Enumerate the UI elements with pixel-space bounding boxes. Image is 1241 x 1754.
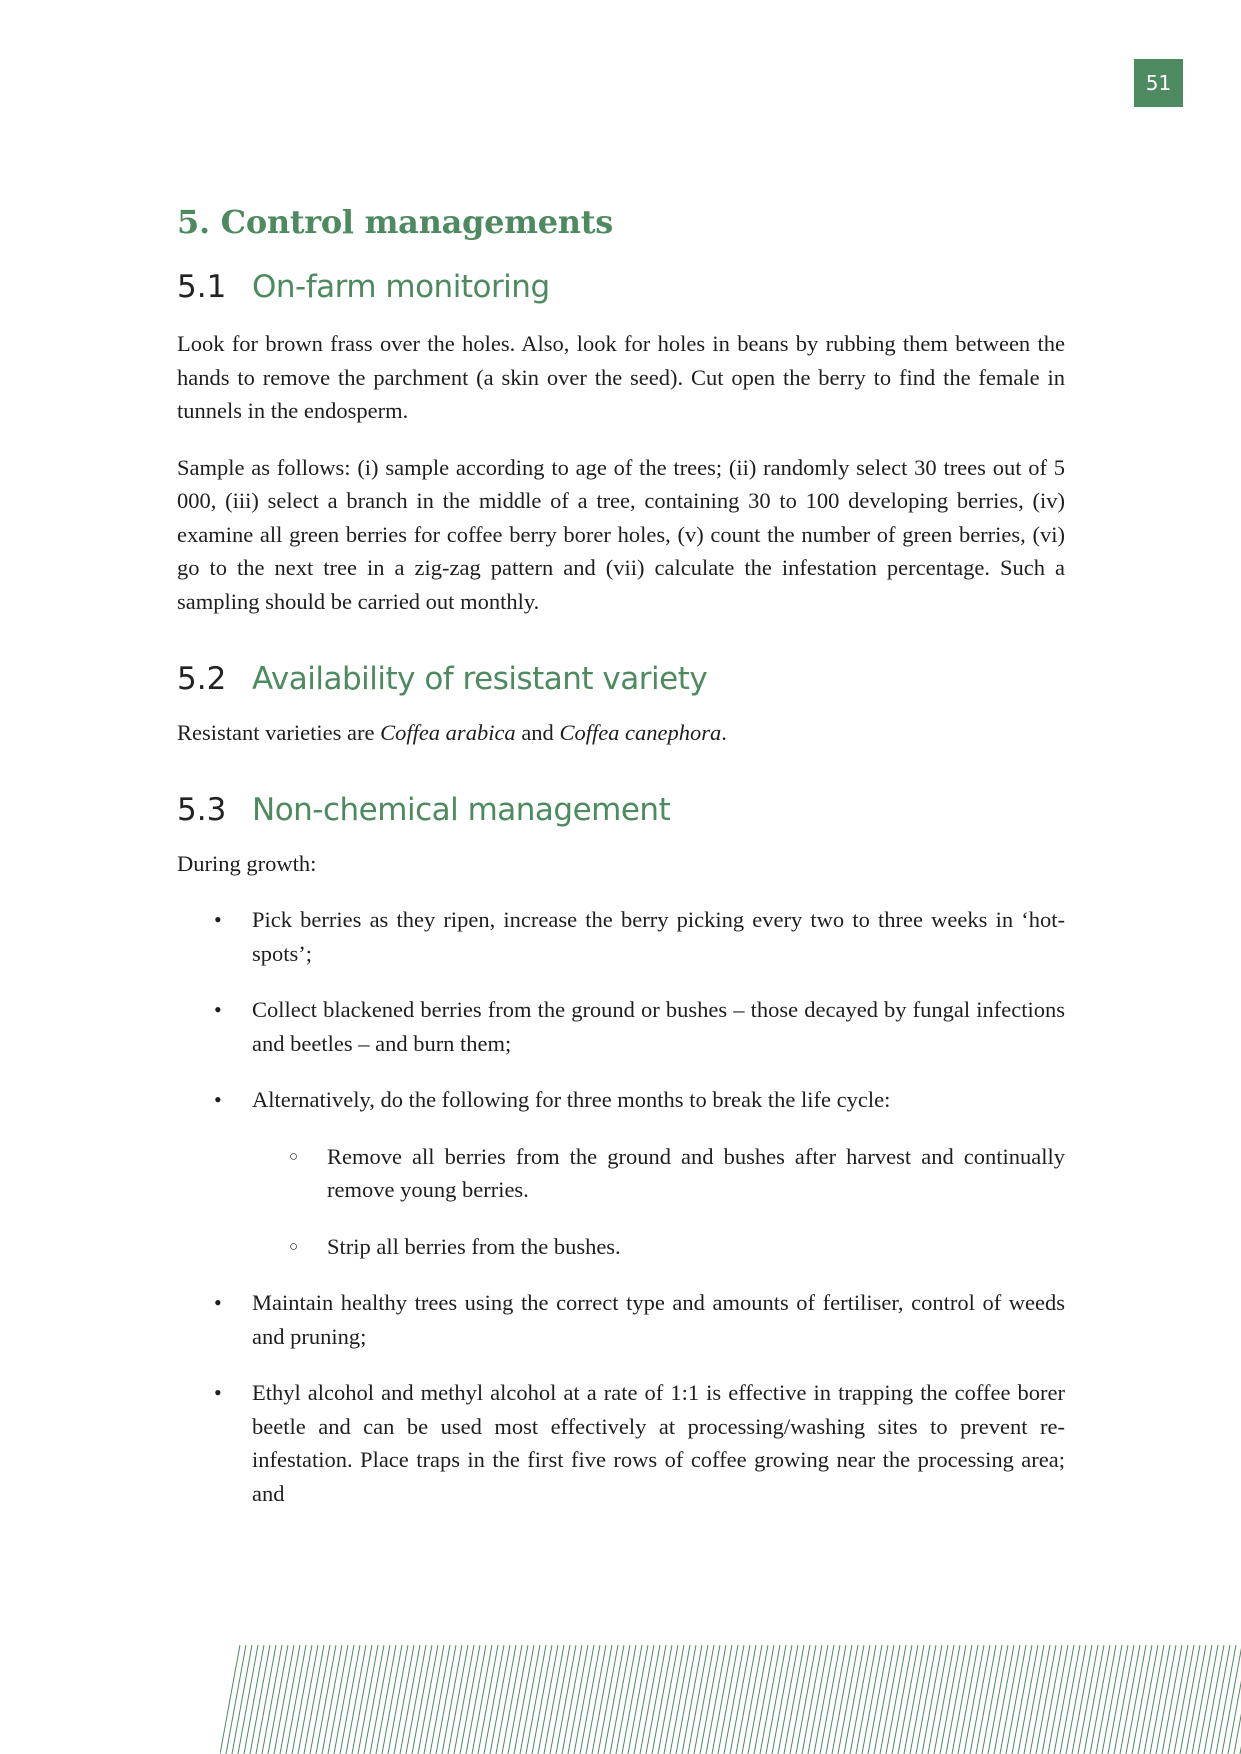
species-name: Coffea arabica	[380, 720, 516, 745]
hatch-line	[370, 1645, 390, 1754]
hatch-line	[1102, 1645, 1122, 1754]
hatch-line	[418, 1645, 438, 1754]
text-fragment: .	[721, 720, 727, 745]
hatch-line	[730, 1645, 750, 1754]
hatch-line	[988, 1645, 1008, 1754]
hatch-line	[964, 1645, 984, 1754]
hatch-line	[1150, 1645, 1170, 1754]
hatch-line	[952, 1645, 972, 1754]
hatch-line	[574, 1645, 594, 1754]
hatch-line	[544, 1645, 564, 1754]
hatch-line	[694, 1645, 714, 1754]
hatch-line	[706, 1645, 726, 1754]
hatch-line	[424, 1645, 444, 1754]
text-fragment: and	[515, 720, 560, 745]
hatch-line	[1042, 1645, 1062, 1754]
hatch-line	[322, 1645, 342, 1754]
hatch-line	[406, 1645, 426, 1754]
hatch-line	[844, 1645, 864, 1754]
hatch-line	[244, 1645, 264, 1754]
list-item: • Pick berries as they ripen, increase the berry picking every two to three weeks in ‘hot-spots’;	[177, 903, 1065, 970]
hatch-line	[472, 1645, 492, 1754]
hatch-line	[1060, 1645, 1080, 1754]
page-content	[177, 200, 1065, 1510]
hatch-line	[1036, 1645, 1056, 1754]
hatch-line	[1162, 1645, 1182, 1754]
hatch-line	[856, 1645, 876, 1754]
section-number: 5.1	[177, 269, 227, 305]
hatch-line	[784, 1645, 804, 1754]
section-number: 5.3	[177, 791, 227, 828]
hatch-line	[1072, 1645, 1092, 1754]
hatch-line	[1114, 1645, 1134, 1754]
hatch-line	[676, 1645, 696, 1754]
hatch-line	[634, 1645, 654, 1754]
hatch-line	[538, 1645, 558, 1754]
hatch-line	[868, 1645, 888, 1754]
hatch-line	[658, 1645, 678, 1754]
hatch-line	[334, 1645, 354, 1754]
hatch-line	[1156, 1645, 1176, 1754]
hatch-line	[520, 1645, 540, 1754]
hatch-line	[286, 1645, 306, 1754]
hatch-line	[790, 1645, 810, 1754]
hatch-line	[1012, 1645, 1032, 1754]
hatch-line	[1168, 1645, 1188, 1754]
hatch-line	[808, 1645, 828, 1754]
hatch-line	[292, 1645, 312, 1754]
hatch-line	[382, 1645, 402, 1754]
hatch-line	[376, 1645, 396, 1754]
hatch-line	[718, 1645, 738, 1754]
hatch-line	[586, 1645, 606, 1754]
hatch-line	[262, 1645, 282, 1754]
hatch-line	[1144, 1645, 1164, 1754]
hatch-line	[580, 1645, 600, 1754]
hatch-line	[748, 1645, 768, 1754]
hatch-line	[298, 1645, 318, 1754]
sub-list-item: ○ Strip all berries from the bushes.	[177, 1230, 1065, 1264]
hatch-line	[316, 1645, 336, 1754]
hatch-line	[1096, 1645, 1116, 1754]
hatch-line	[922, 1645, 942, 1754]
list-item: • Collect blackened berries from the ground or bushes – those decayed by fungal infections and beetles – and burn them;	[177, 993, 1065, 1060]
hatch-line	[256, 1645, 276, 1754]
hatch-line	[916, 1645, 936, 1754]
hatch-line	[910, 1645, 930, 1754]
hatch-line	[490, 1645, 510, 1754]
hatch-line	[430, 1645, 450, 1754]
hatch-line	[628, 1645, 648, 1754]
hatch-line	[1132, 1645, 1152, 1754]
hatch-line	[940, 1645, 960, 1754]
hatch-line	[604, 1645, 624, 1754]
hatch-line	[484, 1645, 504, 1754]
hatch-line	[982, 1645, 1002, 1754]
hatch-line	[1048, 1645, 1068, 1754]
hatch-line	[1054, 1645, 1074, 1754]
hatch-line	[688, 1645, 708, 1754]
section-heading-5-3	[177, 789, 1065, 831]
hatch-line	[400, 1645, 420, 1754]
hatch-line	[892, 1645, 912, 1754]
hatch-line	[1216, 1645, 1236, 1754]
hatch-line	[622, 1645, 642, 1754]
hatch-line	[838, 1645, 858, 1754]
hatch-line	[958, 1645, 978, 1754]
hatch-line	[220, 1645, 240, 1754]
hatch-line	[610, 1645, 630, 1754]
section-number: 5.2	[177, 661, 227, 697]
hatch-line	[802, 1645, 822, 1754]
hatch-line	[1006, 1645, 1026, 1754]
hatch-line	[646, 1645, 666, 1754]
hatch-line	[532, 1645, 552, 1754]
hatch-line	[1000, 1645, 1020, 1754]
hatch-line	[526, 1645, 546, 1754]
hatch-line	[970, 1645, 990, 1754]
hatch-line	[502, 1645, 522, 1754]
hatch-line	[1180, 1645, 1200, 1754]
hatch-line	[454, 1645, 474, 1754]
section-heading-5-2	[177, 658, 1065, 700]
hatch-line	[466, 1645, 486, 1754]
hatch-line	[328, 1645, 348, 1754]
hatch-line	[904, 1645, 924, 1754]
hatch-line	[886, 1645, 906, 1754]
hatch-line	[1030, 1645, 1050, 1754]
hatch-line	[814, 1645, 834, 1754]
hatch-line	[946, 1645, 966, 1754]
hatch-line	[772, 1645, 792, 1754]
hatch-line	[1174, 1645, 1194, 1754]
hatch-line	[592, 1645, 612, 1754]
hatch-line	[1084, 1645, 1104, 1754]
hatch-line	[826, 1645, 846, 1754]
hatch-line	[226, 1645, 246, 1754]
hatch-line	[796, 1645, 816, 1754]
section-title: Non-chemical management	[252, 791, 671, 828]
hatch-line	[514, 1645, 534, 1754]
hatch-line	[1186, 1645, 1206, 1754]
hatch-line	[508, 1645, 528, 1754]
hatch-line	[358, 1645, 378, 1754]
paragraph-monitoring-2: Sample as follows: (i) sample according to age of the trees; (ii) randomly select 30 trees out of 5 000, (iii) select a branch in the middle of a tree, containing 30 to 100 developing berries, (iv) examine all green berries for coffee berry borer holes, (v) count the number of green berries, (vi) go to the next tree in a zig-zag pattern and (vii) calculate the infestation percentage. Such a sampling should be carried out monthly.	[177, 454, 1065, 614]
text-fragment: Resistant varieties are	[177, 720, 381, 745]
hatch-line	[232, 1645, 252, 1754]
hatch-line	[436, 1645, 456, 1754]
hatch-line	[1204, 1645, 1224, 1754]
hatch-line	[820, 1645, 840, 1754]
section-heading-5-1	[177, 266, 1065, 308]
hatch-line	[562, 1645, 582, 1754]
hatch-line	[874, 1645, 894, 1754]
hatch-line	[268, 1645, 288, 1754]
hatch-line	[994, 1645, 1014, 1754]
hatch-line	[724, 1645, 744, 1754]
hatch-line	[862, 1645, 882, 1754]
hatch-line	[1066, 1645, 1086, 1754]
hatch-line	[736, 1645, 756, 1754]
hatch-line	[1126, 1645, 1146, 1754]
hatch-line	[670, 1645, 690, 1754]
hatch-line	[460, 1645, 480, 1754]
hatch-line	[1090, 1645, 1110, 1754]
hatch-line	[340, 1645, 360, 1754]
hatch-line	[652, 1645, 672, 1754]
hatch-line	[664, 1645, 684, 1754]
hatch-line	[238, 1645, 258, 1754]
hatch-line	[310, 1645, 330, 1754]
decorative-hatch-pattern	[220, 1645, 1241, 1754]
page-number: 51	[1134, 59, 1183, 107]
hatch-line	[1108, 1645, 1128, 1754]
section-title: On-farm monitoring	[252, 269, 550, 305]
paragraph-resistant-varieties	[177, 716, 1065, 750]
bullet-list	[177, 903, 1065, 1510]
hatch-line	[568, 1645, 588, 1754]
hatch-line	[640, 1645, 660, 1754]
hatch-line	[850, 1645, 870, 1754]
hatch-line	[1198, 1645, 1218, 1754]
hatch-line	[832, 1645, 852, 1754]
hatch-line	[760, 1645, 780, 1754]
hatch-line	[754, 1645, 774, 1754]
hatch-line	[700, 1645, 720, 1754]
paragraph-during-growth: During growth:	[177, 850, 317, 876]
hatch-line	[682, 1645, 702, 1754]
hatch-line	[934, 1645, 954, 1754]
hatch-line	[880, 1645, 900, 1754]
hatch-line	[412, 1645, 432, 1754]
species-name: Coffea canephora	[559, 720, 722, 745]
hatch-line	[616, 1645, 636, 1754]
hatch-line	[976, 1645, 996, 1754]
hatch-line	[478, 1645, 498, 1754]
hatch-line	[442, 1645, 462, 1754]
hatch-line	[280, 1645, 300, 1754]
hatch-line	[1078, 1645, 1098, 1754]
hatch-line	[1210, 1645, 1230, 1754]
hatch-line	[556, 1645, 576, 1754]
hatch-line	[1192, 1645, 1212, 1754]
section-title: Availability of resistant variety	[252, 661, 708, 697]
hatch-line	[928, 1645, 948, 1754]
hatch-line	[496, 1645, 516, 1754]
hatch-line	[394, 1645, 414, 1754]
hatch-line	[766, 1645, 786, 1754]
hatch-line	[364, 1645, 384, 1754]
hatch-line	[1138, 1645, 1158, 1754]
hatch-line	[1120, 1645, 1140, 1754]
hatch-line	[898, 1645, 918, 1754]
hatch-line	[352, 1645, 372, 1754]
hatch-line	[448, 1645, 468, 1754]
hatch-line	[346, 1645, 366, 1754]
hatch-line	[388, 1645, 408, 1754]
list-item: • Alternatively, do the following for three months to break the life cycle:	[177, 1083, 1065, 1117]
sub-list-item: ○ Remove all berries from the ground and bushes after harvest and continually remove young berries.	[177, 1140, 1065, 1207]
hatch-line	[250, 1645, 270, 1754]
hatch-line	[712, 1645, 732, 1754]
list-item: • Maintain healthy trees using the correct type and amounts of fertiliser, control of weeds and pruning;	[177, 1286, 1065, 1353]
hatch-line	[550, 1645, 570, 1754]
hatch-line	[304, 1645, 324, 1754]
paragraph-monitoring-1: Look for brown frass over the holes. Also, look for holes in beans by rubbing them between the hands to remove the parchment (a skin over the seed). Cut open the berry to find the female in tunnels in the endosperm.	[177, 331, 1065, 423]
hatch-line	[778, 1645, 798, 1754]
hatch-line	[1024, 1645, 1044, 1754]
hatch-line	[274, 1645, 294, 1754]
hatch-line	[742, 1645, 762, 1754]
list-item: • Ethyl alcohol and methyl alcohol at a rate of 1:1 is effective in trapping the coffee borer beetle and can be used most effectively at processing/washing sites to prevent re-infestation. Place traps in the first five rows of coffee growing near the processing area; and	[177, 1376, 1065, 1510]
hatch-line	[598, 1645, 618, 1754]
hatch-line	[1018, 1645, 1038, 1754]
chapter-title: 5. Control managements	[177, 203, 613, 241]
